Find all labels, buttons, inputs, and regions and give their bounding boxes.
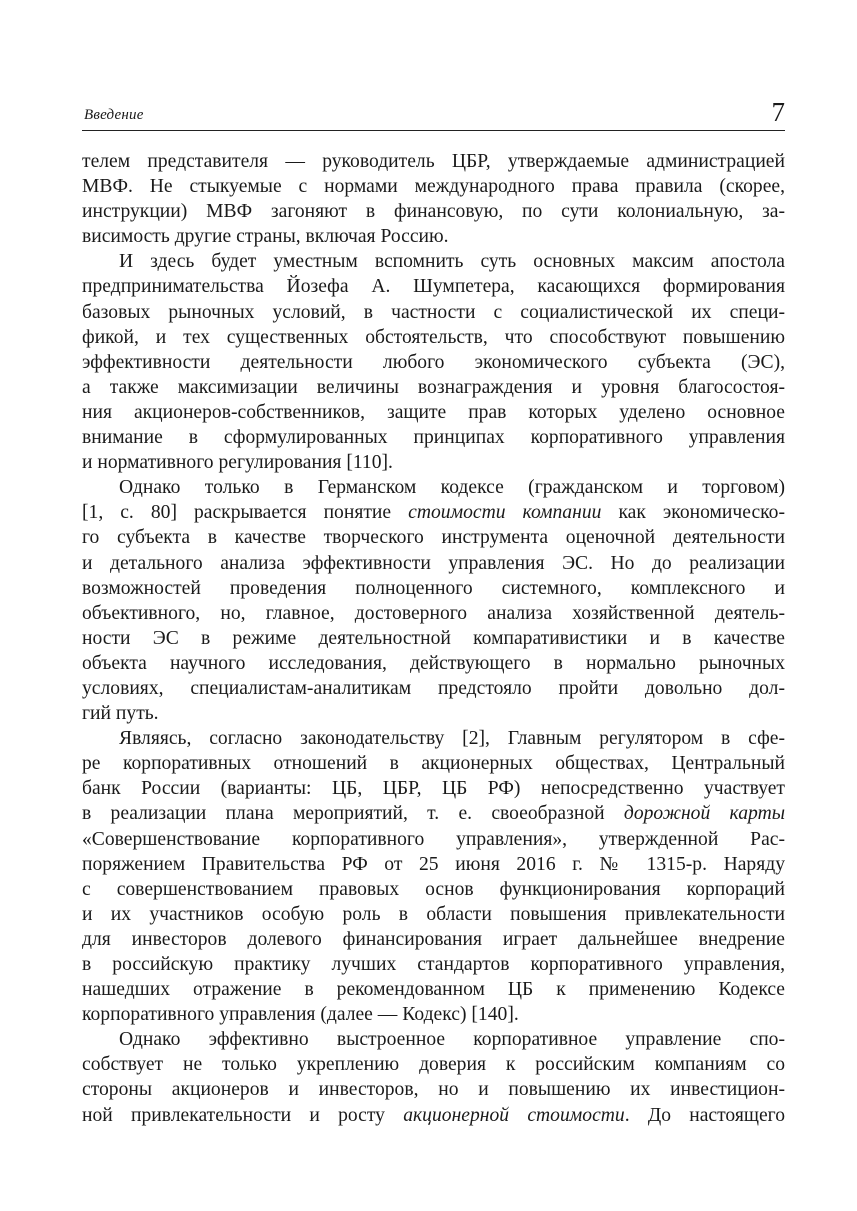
text-line: с совершенствованием правовых основ функционирования корпораций xyxy=(82,878,785,900)
text-line: собствует не только укреплению доверия к российским компаниям со xyxy=(82,1054,785,1076)
text-line: стороны акционеров и инвесторов, но и повышению их инвестицион- xyxy=(82,1079,785,1101)
text-line: [1, с. 80] раскрывается понятие стоимости компании как экономическо- xyxy=(82,502,786,524)
text-line: банк России (варианты: ЦБ, ЦБР, ЦБ РФ) непосредственно участвует xyxy=(82,778,785,800)
text-line: ре корпоративных отношений в акционерных обществах, Центральный xyxy=(82,753,785,775)
text-line: телем представителя — руководитель ЦБР, утверждаемые администрацией xyxy=(82,151,785,172)
text-line: гий путь. xyxy=(82,703,159,725)
text-line: висимость другие страны, включая Россию. xyxy=(82,226,449,248)
text-line: корпоративного управления (далее — Кодекс) [140]. xyxy=(82,1004,519,1026)
text-line: в реализации плана мероприятий, т. е. своеобразной дорожной карты xyxy=(82,803,785,825)
text-line: внимание в сформулированных принципах корпоративного управления xyxy=(82,427,785,449)
text-line: базовых рыночных условий, в частности с социалистической их специ- xyxy=(82,301,785,323)
text-line: ности ЭС в режиме деятельностной компаративистики и в качестве xyxy=(82,627,785,649)
text-line: инструкции) МВФ загоняют в финансовую, по сути колониальную, за- xyxy=(82,201,785,223)
text-line: объекта научного исследования, действующего в нормально рыночных xyxy=(82,652,785,674)
text-line: и их участников особую роль в области повышения привлекательности xyxy=(82,903,785,925)
paragraph xyxy=(82,726,785,1027)
text-line: в российскую практику лучших стандартов корпоративного управления, xyxy=(82,954,785,975)
text-line: Являясь, согласно законодательству [2], Главным регулятором в сфе- xyxy=(119,728,785,750)
section-title: Введение xyxy=(84,107,144,123)
paragraph xyxy=(82,1027,785,1127)
emphasis: акционерной стоимости xyxy=(403,1104,625,1126)
text-line: и детального анализа эффективности управления ЭС. Но до реализации xyxy=(82,552,785,574)
text-line: возможностей проведения полноценного системного, комплексного и xyxy=(82,577,785,599)
text-line: предпринимательства Йозефа А. Шумпетера, касающихся формирования xyxy=(82,276,785,298)
text-line: го субъекта в качестве творческого инструмента оценочной деятельности xyxy=(82,527,785,549)
text-line: Однако эффективно выстроенное корпоративное управление спо- xyxy=(119,1029,785,1051)
text-line: поряжением Правительства РФ от 25 июня 2016 г. № 1315-р. Наряду xyxy=(82,853,785,875)
emphasis: дорожной карты xyxy=(623,803,785,825)
text-line: нашедших отражение в рекомендованном ЦБ к применению Кодексе xyxy=(82,979,785,1001)
running-header xyxy=(82,98,785,131)
text-line: условиях, специалистам-аналитикам предстояло пройти довольно дол- xyxy=(82,677,785,699)
text-line: «Совершенствование корпоративного управления», утвержденной Рас- xyxy=(82,828,785,850)
text-line: объективного, но, главное, достоверного анализа хозяйственной деятель- xyxy=(82,602,785,624)
text-line: эффективности деятельности любого экономического субъекта (ЭС), xyxy=(82,351,785,373)
body-text xyxy=(82,149,785,1128)
text-line: а также максимизации величины вознаграждения и уровня благосостоя- xyxy=(82,376,785,398)
text-line: ной привлекательности и росту акционерной стоимости. До настоящего xyxy=(82,1104,785,1126)
paragraph xyxy=(82,249,785,475)
text-line: Однако только в Германском кодексе (гражданском и торговом) xyxy=(119,477,785,499)
emphasis: стоимости компании xyxy=(408,502,602,524)
page-number: 7 xyxy=(771,97,785,127)
paragraph xyxy=(82,149,785,249)
text-line: И здесь будет уместным вспомнить суть основных максим апостола xyxy=(119,251,785,273)
text-line: и нормативного регулирования [110]. xyxy=(82,452,393,474)
text-line: для инвесторов долевого финансирования играет дальнейшее внедрение xyxy=(82,928,785,950)
text-line: МВФ. Не стыкуемые с нормами международного права правила (скорее, xyxy=(82,176,785,198)
paragraph xyxy=(82,475,785,726)
text-line: ния акционеров-собственников, защите прав которых уделено основное xyxy=(82,401,785,423)
text-line: фикой, и тех существенных обстоятельств, что способствуют повышению xyxy=(82,326,785,348)
